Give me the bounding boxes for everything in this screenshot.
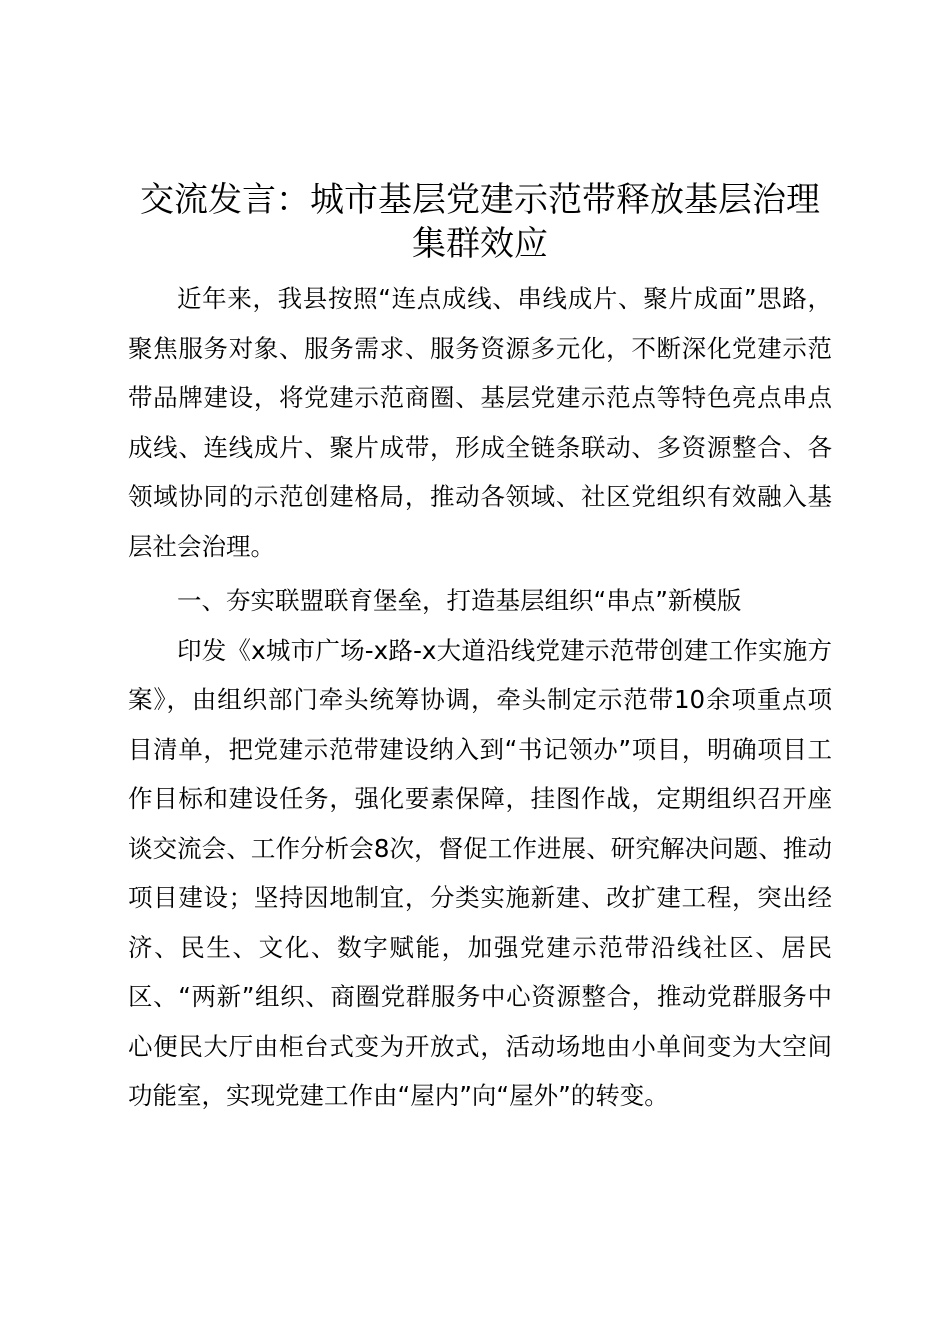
section-heading: 一、夯实联盟联育堡垒，打造基层组织“串点”新模版 <box>177 586 742 615</box>
section-paragraph: 印发《x城市广场-x路-x大道沿线党建示范带创建工作实施方案》，由组织部门牵头统筹协调，牵头制定示范带10余项重点项目清单，把党建示范带建设纳入到“书记领办”项目，明确项目工作目标和建设任务，强化要素保障，挂图作战，定期组织召开座谈交流会、工作分析会8次，督促工作进展、研究解决问题、推动项目建设；坚持因地制宜，分类实施新建、改扩建工程，突出经济、民生、文化、数字赋能，加强党建示范带沿线社区、居民区、“两新”组织、商圈党群服务中心资源整合，推动党群服务中心便民大厅由柜台式变为开放式，活动场地由小单间变为大空间功能室，实现党建工作由“屋内”向“屋外”的转变。 <box>128 635 832 1110</box>
document-title: 交流发言：城市基层党建示范带释放基层治理 集群效应 <box>140 180 820 264</box>
document-body <box>128 178 832 1121</box>
intro-paragraph: 近年来，我县按照“连点成线、串线成片、聚片成面”思路，聚焦服务对象、服务需求、服务资源多元化，不断深化党建示范带品牌建设，将党建示范商圈、基层党建示范点等特色亮点串点成线、连线成片、聚片成带，形成全链条联动、多资源整合、各领域协同的示范创建格局，推动各领域、社区党组织有效融入基层社会治理。 <box>128 284 832 561</box>
